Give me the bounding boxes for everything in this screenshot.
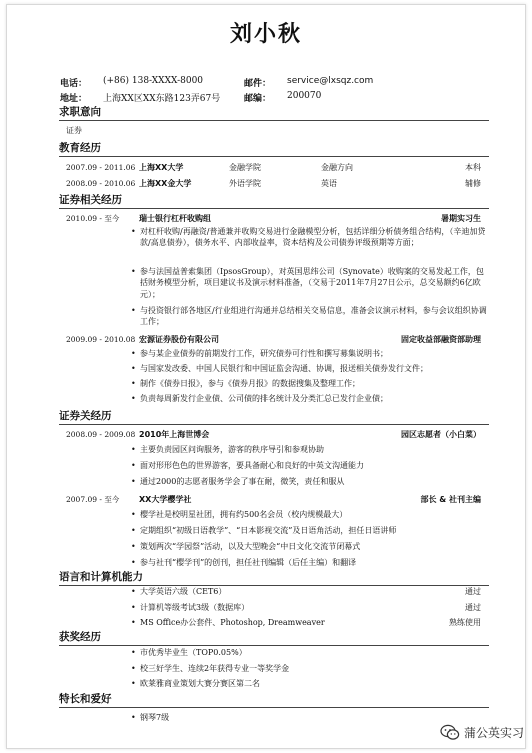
edu-school: 上海XX金大学 [139, 179, 192, 188]
exp-role: 园区志愿者（小白菜） [401, 430, 481, 439]
skill-level: 通过 [465, 603, 481, 612]
exp-bullet: • 对杠杆收购/再融资/普通兼并收购交易进行金融模型分析，包括详细分析债务组合结构，（辛迪加贷款/高息债券），债务水平、内部收益率，资本结构及公司债券评级预期等方面； [131, 226, 491, 249]
exp-bullet: • 定期组织“初级日语教学”、“日本影视交流”及日语角活动，担任日语讲师 [131, 525, 491, 536]
candidate-name: 刘小秋 [229, 21, 302, 47]
exp-bullet: • 面对形形色色的世界游客，要具备耐心和良好的中英文沟通能力 [131, 460, 491, 471]
zip-label: 邮编： [244, 94, 272, 104]
watermark-text: 蒲公英实习 [463, 726, 524, 740]
section-intent-heading: 求职意向 [59, 106, 489, 121]
phone-value: (+86) 138-XXXX-8000 [103, 76, 204, 86]
phone-label: 电话： [60, 79, 88, 89]
exp-bullet: • 通过2000的志愿者服务学会了事在耐，微笑，责任和服从 [131, 476, 491, 487]
edu-school: 上海XX大学 [139, 163, 184, 172]
hobby-item: • 钢琴7级 [131, 712, 491, 723]
award-item: • 校三好学生、连续2年获得专业一等奖学金 [131, 663, 491, 674]
exp-role: 部长 & 社刊主编 [420, 495, 481, 504]
exp-bullet: • 参与某企业债券的前期发行工作，研究债券可行性和撰写募集说明书； [131, 348, 491, 359]
skill-level: 通过 [465, 587, 481, 596]
email-value: service@lxsqz.com [287, 76, 374, 86]
exp-bullet: • 制作《债券日报》，参与《债券月报》的数据搜集及整理工作； [131, 378, 491, 389]
section-awards-heading: 获奖经历 [59, 631, 489, 646]
edu-college: 金融学院 [229, 163, 261, 172]
wechat-icon [440, 724, 460, 741]
edu-major: 英语 [321, 179, 337, 188]
exp-bullet: • 主要负责园区问询服务，游客的秩序导引和参观协助 [131, 444, 491, 455]
award-item: • 市优秀毕业生（TOP0.05%） [131, 647, 491, 658]
exp-org: 宏源证券股份有限公司 [139, 335, 219, 344]
exp-date: 2007.09 - 至今 [66, 495, 120, 504]
zip-value: 200070 [287, 91, 322, 101]
award-item: • 欧莱雅商业策划大赛分赛区第二名 [131, 678, 491, 689]
exp-bullet: • 负责每周新发行企业债、公司债的排名统计及分类汇总已发行企业债； [131, 393, 491, 404]
edu-major: 金融方向 [321, 163, 353, 172]
address-label: 地址： [60, 94, 88, 104]
exp-role: 固定收益部融资部助理 [401, 335, 481, 344]
section-campus-heading: 证券关经历 [59, 410, 489, 425]
exp-bullet: • 参与法国益普索集团（IpsosGroup），对英国思纬公司（Synovate）收购案的交易发起工作，包括财务模型分析，项目建议书及演示材料准备，（交易于2011年7月27日公示，总交易额约6亿欧元）； [131, 266, 491, 300]
resume-page [6, 4, 526, 749]
exp-bullet: • 参与社刊“樱学刊”的创刊，担任社刊编辑（后任主编）和翻译 [131, 557, 491, 568]
exp-org: 瑞士银行杠杆收购组 [139, 214, 211, 223]
watermark [440, 724, 524, 741]
exp-org: XX大学樱学社 [139, 495, 192, 504]
skill-level: 熟练使用 [449, 618, 481, 627]
section-education-heading: 教育经历 [59, 142, 489, 157]
section-hobbies-heading: 特长和爱好 [59, 693, 489, 708]
exp-role: 暑期实习生 [441, 214, 481, 223]
edu-date: 2008.09 - 2010.06 [66, 179, 136, 188]
section-finance-heading: 证券相关经历 [59, 194, 489, 209]
edu-degree: 辅修 [465, 179, 481, 188]
address-value: 上海XX区XX东路123弄67号 [103, 94, 221, 104]
phone-row [60, 76, 87, 89]
edu-college: 外语学院 [229, 179, 261, 188]
skill-item: • MS Office办公套件、Photoshop, Dreamweaver [131, 617, 491, 628]
section-skills-heading: 语言和计算机能力 [59, 571, 489, 586]
intent-value: 证券 [66, 126, 82, 135]
exp-bullet: • 与国家发改委、中国人民银行和中国证监会沟通、协调，报送相关债券发行文件； [131, 363, 491, 374]
exp-bullet: • 与投资银行部各地区/行业组进行沟通并总结相关交易信息，准备会议演示材料，参与会议组织协调工作； [131, 305, 491, 328]
exp-date: 2008.09 - 2009.08 [66, 430, 136, 439]
skill-item: • 计算机等级考试3级（数据库） [131, 602, 491, 613]
skill-item: • 大学英语六级（CET6） [131, 586, 491, 597]
exp-date: 2010.09 - 至今 [66, 214, 120, 223]
email-label: 邮件： [244, 79, 272, 89]
edu-degree: 本科 [465, 163, 481, 172]
exp-date: 2009.09 - 2010.08 [66, 335, 136, 344]
exp-org: 2010年上海世博会 [139, 430, 210, 439]
exp-bullet: • 樱学社是校明星社团，拥有约500名会员（校内规模最大） [131, 509, 491, 520]
exp-bullet: • 策划两次“学园祭”活动，以及大型晚会“中日文化交流节闭幕式 [131, 541, 491, 552]
edu-date: 2007.09 - 2011.06 [66, 163, 136, 172]
